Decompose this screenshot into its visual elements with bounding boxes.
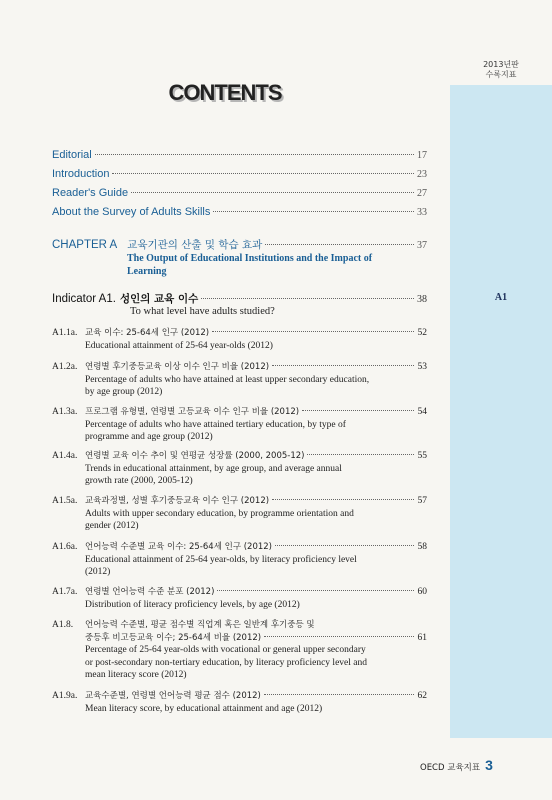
entry-english-line: Adults with upper secondary education, by programme orientation and xyxy=(85,508,354,519)
toc-chapter-a[interactable] xyxy=(52,237,427,252)
page-number: 3 xyxy=(485,757,493,773)
dot-leader xyxy=(264,694,414,695)
toc-page: 27 xyxy=(417,188,427,199)
entry-english-line: Percentage of 25-64 year-olds with vocational or general upper secondary xyxy=(85,645,366,655)
entry-english-line: mean literacy score (2012) xyxy=(85,670,187,680)
indicator-korean-title: 성인의 교육 이수 xyxy=(119,293,199,305)
entry-korean-title: 연령별 언어능력 수준 분포 (2012) xyxy=(85,587,215,597)
dot-leader xyxy=(264,636,414,637)
sidebar-band xyxy=(450,85,552,738)
dot-leader xyxy=(272,365,414,366)
sidebar-tab-a1[interactable]: A1 xyxy=(494,292,508,303)
dot-leader xyxy=(275,545,414,546)
entry-english-line: Percentage of adults who have attained tertiary education, by type of xyxy=(85,419,346,430)
dot-leader xyxy=(131,192,414,193)
toc-page: 33 xyxy=(417,207,427,218)
entry-page: 62 xyxy=(417,691,427,701)
page-footer xyxy=(420,757,493,773)
entry-korean-title: 언어능력 수준별, 평균 점수별 직업계 혹은 일반계 후기중등 및 xyxy=(85,620,315,630)
chapter-label: CHAPTER A xyxy=(52,239,118,251)
toc-front-editorial[interactable] xyxy=(52,149,427,161)
entry-english-line: by age group (2012) xyxy=(85,387,163,397)
toc-front-survey[interactable] xyxy=(52,206,427,218)
dot-leader xyxy=(272,499,414,500)
chapter-korean-title: 교육기관의 산출 및 학습 효과 xyxy=(127,239,263,251)
entry-page: 53 xyxy=(417,362,427,372)
toc-label: Editorial xyxy=(52,149,92,161)
entry-english-line: Mean literacy score, by educational attainment and age (2012) xyxy=(85,703,323,714)
indicator-label: Indicator A1. xyxy=(52,293,116,305)
entry-page: 60 xyxy=(417,587,427,597)
toc-front-introduction[interactable] xyxy=(52,168,427,180)
entry-english-line: Percentage of adults who have attained at least upper secondary education, xyxy=(85,374,370,385)
edition-year: 2013년판 xyxy=(483,60,519,69)
entry-korean-title: 교육수준별, 연령별 언어능력 평균 점수 (2012) xyxy=(85,691,261,701)
page-title: CONTENTS xyxy=(168,80,282,105)
chapter-english-line: Learning xyxy=(127,266,167,277)
toc-page: 17 xyxy=(417,150,427,161)
entry-english-line: programme and age group (2012) xyxy=(85,432,213,442)
toc-label: About the Survey of Adults Skills xyxy=(52,206,211,218)
entry-code: A1.4a. xyxy=(52,451,78,461)
entry-korean-title: 교육과정별, 성별 후기중등교육 이수 인구 (2012) xyxy=(85,496,270,506)
toc-entry-a1-6a[interactable] xyxy=(52,541,427,579)
entry-korean-title: 언어능력 수준별 교육 이수: 25-64세 인구 (2012) xyxy=(85,542,272,552)
dot-leader xyxy=(212,331,414,332)
edition-label xyxy=(450,60,552,80)
entry-english-line: Educational attainment of 25-64 year-olds (2012) xyxy=(85,340,273,351)
dot-leader xyxy=(217,590,414,591)
entry-code: A1.1a. xyxy=(52,328,78,338)
toc-entry-a1-3a[interactable] xyxy=(52,406,427,444)
dot-leader xyxy=(265,244,414,245)
toc-page: 23 xyxy=(417,169,427,180)
entry-code: A1.8. xyxy=(52,620,74,630)
chapter-english-line: The Output of Educational Institutions and the Impact of xyxy=(127,253,373,264)
toc-label: Reader's Guide xyxy=(52,187,129,199)
edition-title: 수록지표 xyxy=(485,70,517,79)
dot-leader xyxy=(307,454,414,455)
dot-leader xyxy=(201,298,414,299)
entry-code: A1.7a. xyxy=(52,587,78,597)
entry-page: 57 xyxy=(417,496,427,506)
toc-indicator-a1[interactable] xyxy=(52,291,427,306)
entry-page: 55 xyxy=(417,451,427,461)
entry-code: A1.6a. xyxy=(52,542,78,552)
dot-leader xyxy=(213,211,414,212)
toc-label: Introduction xyxy=(52,168,110,180)
entry-page: 58 xyxy=(417,542,427,552)
toc-entry-a1-7a[interactable] xyxy=(52,586,427,611)
entry-korean-title: 프로그램 유형별, 연령별 고등교육 이수 인구 비율 (2012) xyxy=(85,407,300,417)
toc-entry-a1-9a[interactable] xyxy=(52,690,427,715)
chapter-english-title xyxy=(127,252,417,278)
entry-page: 61 xyxy=(417,632,427,643)
toc-entry-a1-5a[interactable] xyxy=(52,495,427,533)
entry-page: 52 xyxy=(417,328,427,338)
entry-korean-title: 연령별 후기중등교육 이상 이수 인구 비율 (2012) xyxy=(85,362,270,372)
entry-english-line: Distribution of literacy proficiency levels, by age (2012) xyxy=(85,599,300,610)
entry-english-line: gender (2012) xyxy=(85,521,139,531)
entry-code: A1.2a. xyxy=(52,362,78,372)
dot-leader xyxy=(302,410,414,411)
toc-entry-a1-2a[interactable] xyxy=(52,361,427,399)
toc-entry-a1-1a[interactable] xyxy=(52,327,427,352)
entry-korean-title: 중등후 비고등교육 이수; 25-64세 비율 (2012) xyxy=(85,632,262,643)
entry-english-line: Trends in educational attainment, by age group, and average annual xyxy=(85,463,342,474)
entry-english-line: Educational attainment of 25-64 year-olds, by literacy proficiency level xyxy=(85,554,357,565)
entry-page: 54 xyxy=(417,407,427,417)
entry-korean-title: 연령별 교육 이수 추이 및 연평균 성장률 (2000, 2005-12) xyxy=(85,451,305,461)
toc-front-readers-guide[interactable] xyxy=(52,187,427,199)
toc-entry-a1-8[interactable] xyxy=(52,619,427,682)
entry-korean-title: 교육 이수: 25-64세 인구 (2012) xyxy=(85,328,210,338)
toc-page: 38 xyxy=(417,294,427,305)
entry-english-line: or post-secondary non-tertiary education, by literacy proficiency level and xyxy=(85,657,367,668)
entry-english-line: growth rate (2000, 2005-12) xyxy=(85,476,193,486)
toc-page: 37 xyxy=(417,240,427,251)
indicator-english-title: To what level have adults studied? xyxy=(130,306,275,317)
dot-leader xyxy=(95,154,414,155)
toc-entry-a1-4a[interactable] xyxy=(52,450,427,488)
entry-code: A1.5a. xyxy=(52,496,78,506)
footer-label: OECD 교육지표 xyxy=(420,763,481,773)
entry-code: A1.3a. xyxy=(52,407,78,417)
entry-english-line: (2012) xyxy=(85,567,111,577)
dot-leader xyxy=(112,173,414,174)
entry-code: A1.9a. xyxy=(52,691,78,701)
